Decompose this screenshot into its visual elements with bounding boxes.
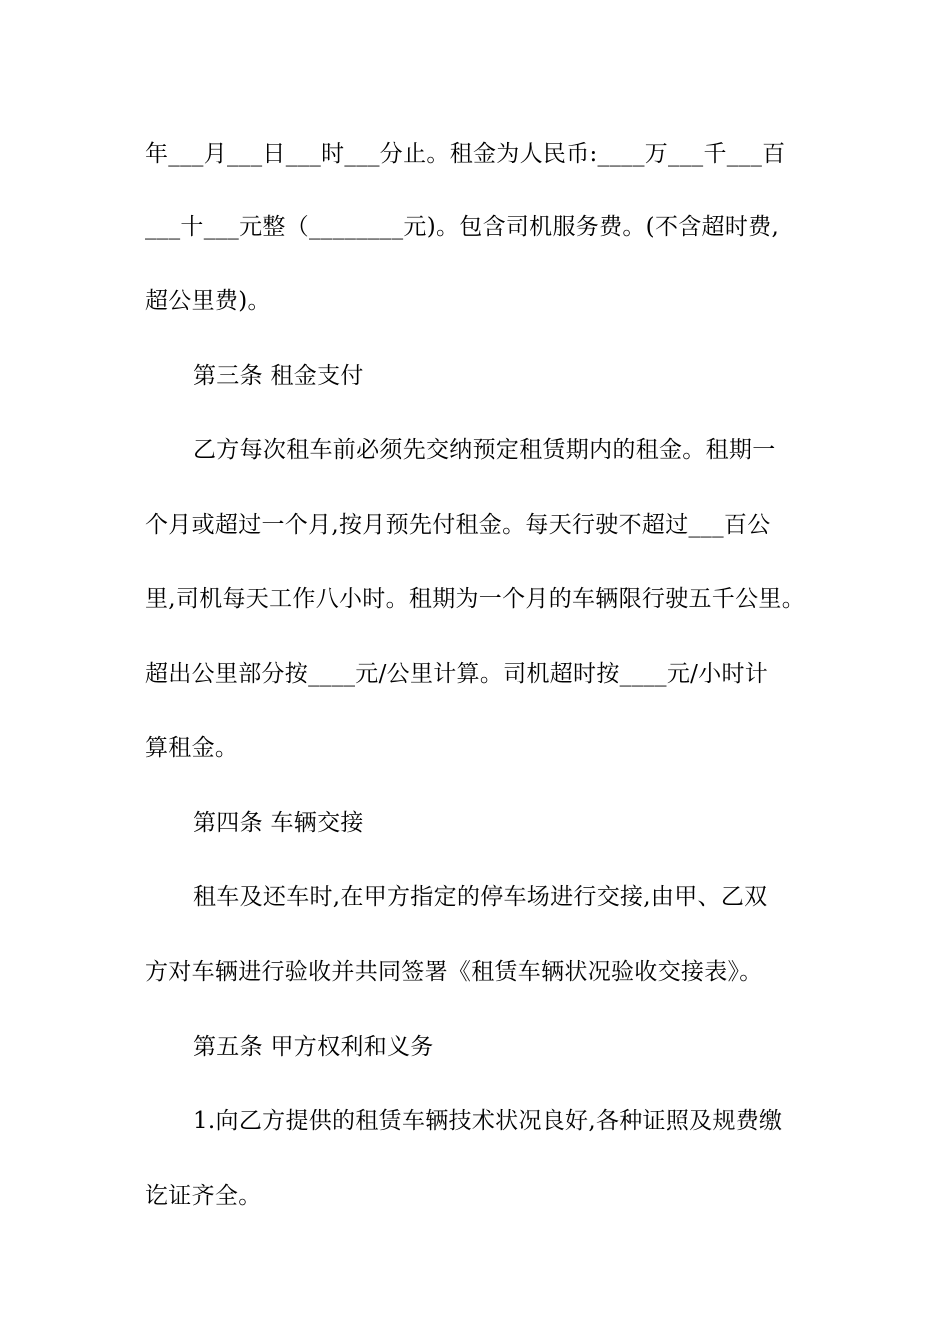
paragraph-line: 算租金。 xyxy=(145,735,239,761)
list-item-1: 1.向乙方提供的租赁车辆技术状况良好,各种证照及规费缴 xyxy=(193,1108,783,1134)
paragraph-line: 乙方每次租车前必须先交纳预定租赁期内的租金。租期一 xyxy=(193,437,776,463)
paragraph-line: 超出公里部分按____元/公里计算。司机超时按____元/小时计 xyxy=(145,661,769,687)
paragraph-line: 个月或超过一个月,按月预先付租金。每天行驶不超过___百公 xyxy=(145,512,771,538)
section-heading-article-5: 第五条 甲方权利和义务 xyxy=(193,1034,434,1060)
paragraph-line: 方对车辆进行验收并共同签署《租赁车辆状况验收交接表》。 xyxy=(145,959,763,985)
section-heading-article-3: 第三条 租金支付 xyxy=(193,363,364,389)
paragraph-line: 讫证齐全。 xyxy=(145,1183,262,1209)
paragraph-line: 租车及还车时,在甲方指定的停车场进行交接,由甲、乙双 xyxy=(193,884,768,910)
section-heading-article-4: 第四条 车辆交接 xyxy=(193,810,364,836)
paragraph-line: ___十___元整（________元)。包含司机服务费。(不含超时费, xyxy=(145,214,780,240)
paragraph-line: 里,司机每天工作八小时。租期为一个月的车辆限行驶五千公里。 xyxy=(145,586,806,612)
paragraph-line: 年___月___日___时___分止。租金为人民币:____万___千___百 xyxy=(145,141,786,167)
paragraph-line: 超公里费)。 xyxy=(145,288,271,314)
